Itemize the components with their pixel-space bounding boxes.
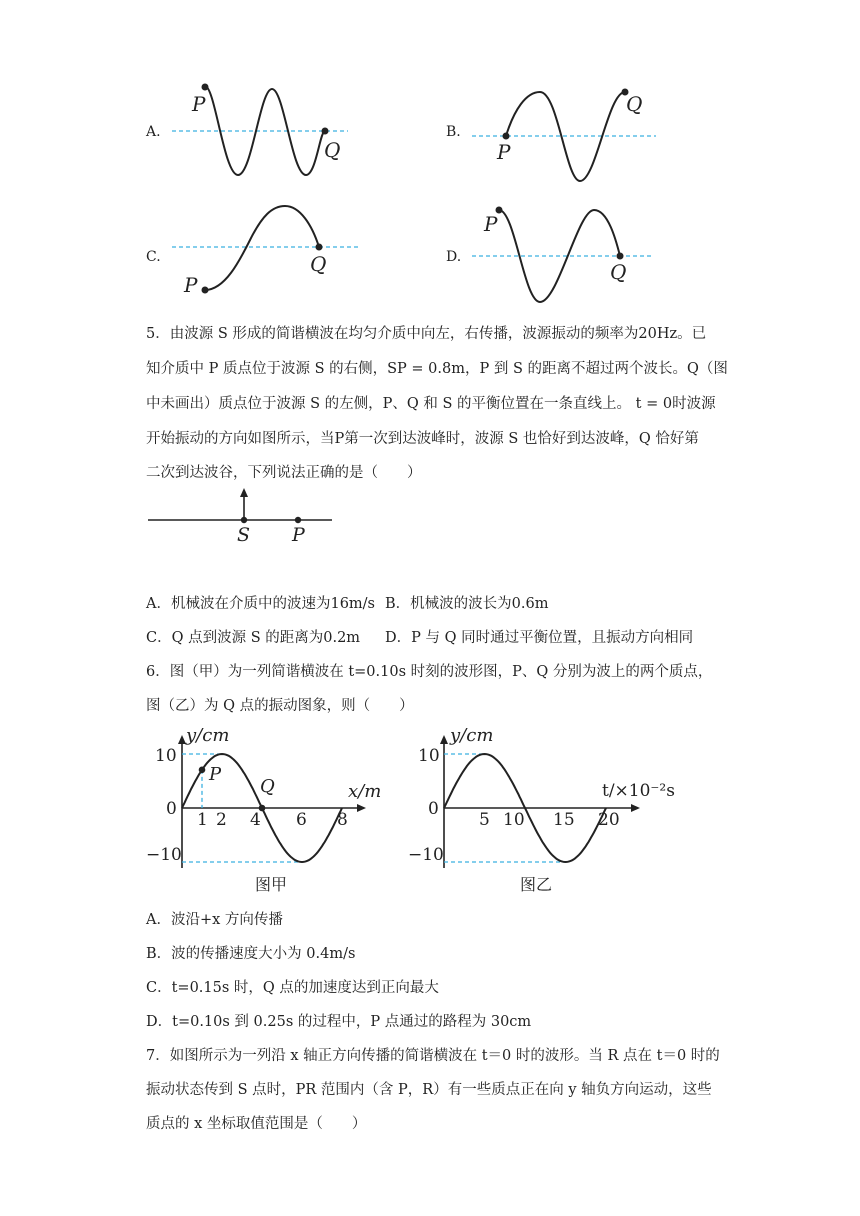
figure-jia-caption: 图甲 [255,875,288,894]
figure-yi-ytick-neg10: −10 [408,845,444,865]
option-a-label: A. [146,124,161,140]
option-c-p-label: P [184,273,198,297]
q6-choice-d[interactable]: D．t=0.10s 到 0.25s 的过程中，P 点通过的路程为 30cm [146,1014,532,1030]
option-d-label: D. [446,249,462,265]
q5-choice-d[interactable]: D．P 与 Q 同时通过平衡位置，且振动方向相同 [385,630,694,646]
q5-choice-c[interactable]: C．Q 点到波源 S 的距离为0.2m [146,630,361,646]
option-b-q-label: Q [626,92,643,116]
q5-choice-a[interactable]: A．机械波在介质中的波速为16m/s [146,596,375,612]
figure-yi-xlabel: t/×10⁻²s [602,781,675,801]
q5-choice-b[interactable]: B．机械波的波长为0.6m [385,596,549,612]
figure-jia-ytick-neg10: −10 [146,845,182,865]
option-c-label: C. [146,249,161,265]
option-b-p-label: P [497,140,511,164]
figure-jia-ylabel: y/cm [186,725,230,746]
figure-yi-ytick-10: 10 [418,746,440,766]
q6-choice-b[interactable]: B．波的传播速度大小为 0.4m/s [146,946,356,962]
q6-line-1: 6．图（甲）为一列简谐横波在 t=0.10s 时刻的波形图，P、Q 分别为波上的两个质点， [146,664,713,680]
q5-line-3: 中未画出）质点位于波源 S 的左侧，P、Q 和 S 的平衡位置在一条直线上。 t = 0时波源 [146,396,716,412]
q5-s-label: S [237,524,251,546]
figure-yi-caption: 图乙 [520,875,553,894]
figure-yi-xtick-5: 5 [479,810,490,830]
q7-line-1: 7．如图所示为一列沿 x 轴正方向传播的简谐横波在 t＝0 时的波形。当 R 点在 t＝0 时的 [146,1048,720,1064]
option-a-p-label: P [192,92,206,116]
figure-jia-xtick-8: 8 [337,810,348,830]
figure-yi-ytick-0: 0 [428,799,439,819]
figure-jia-p-label: P [209,764,222,785]
figure-jia-ytick-0: 0 [166,799,177,819]
option-c-q-label: Q [310,252,327,276]
figure-jia-q-label: Q [260,776,275,797]
q5-line-4: 开始振动的方向如图所示，当P第一次到达波峰时，波源 S 也恰好到达波峰，Q 恰好第 [146,431,699,447]
q6-choice-c[interactable]: C．t=0.15s 时，Q 点的加速度达到正向最大 [146,980,439,996]
figure-jia-xtick-4: 4 [250,810,261,830]
option-d-p-label: P [484,212,498,236]
q5-line-1: 5．由波源 S 形成的简谐横波在均匀介质中向左，右传播，波源振动的频率为20Hz。已 [146,326,707,342]
figure-jia-xlabel: x/m [348,781,382,802]
q5-line-2: 知介质中 P 质点位于波源 S 的右侧，SP = 0.8m，P 到 S 的距离不超过两个波长。Q（图 [146,361,728,377]
option-a-q-label: Q [324,138,341,162]
q5-p-label: P [292,524,305,546]
figure-yi-ylabel: y/cm [450,725,494,746]
q7-line-3: 质点的 x 坐标取值范围是（ ） [146,1116,367,1132]
figure-jia-xtick-1: 1 [197,810,208,830]
q5-line-5: 二次到达波谷，下列说法正确的是（ ） [146,465,422,481]
option-b-label: B. [446,124,461,140]
option-d-q-label: Q [610,260,627,284]
q7-line-2: 振动状态传到 S 点时，PR 范围内（含 P，R）有一些质点正在向 y 轴负方向运动，这些 [146,1082,712,1098]
figure-yi-xtick-20: 20 [598,810,620,830]
figure-yi-xtick-15: 15 [553,810,575,830]
figure-jia-ytick-10: 10 [155,746,177,766]
q6-line-2: 图（乙）为 Q 点的振动图象，则（ ） [146,698,414,714]
figure-yi-xtick-10: 10 [503,810,525,830]
figure-jia-xtick-6: 6 [296,810,307,830]
q6-choice-a[interactable]: A．波沿+x 方向传播 [146,912,283,928]
figure-jia-xtick-2: 2 [216,810,227,830]
